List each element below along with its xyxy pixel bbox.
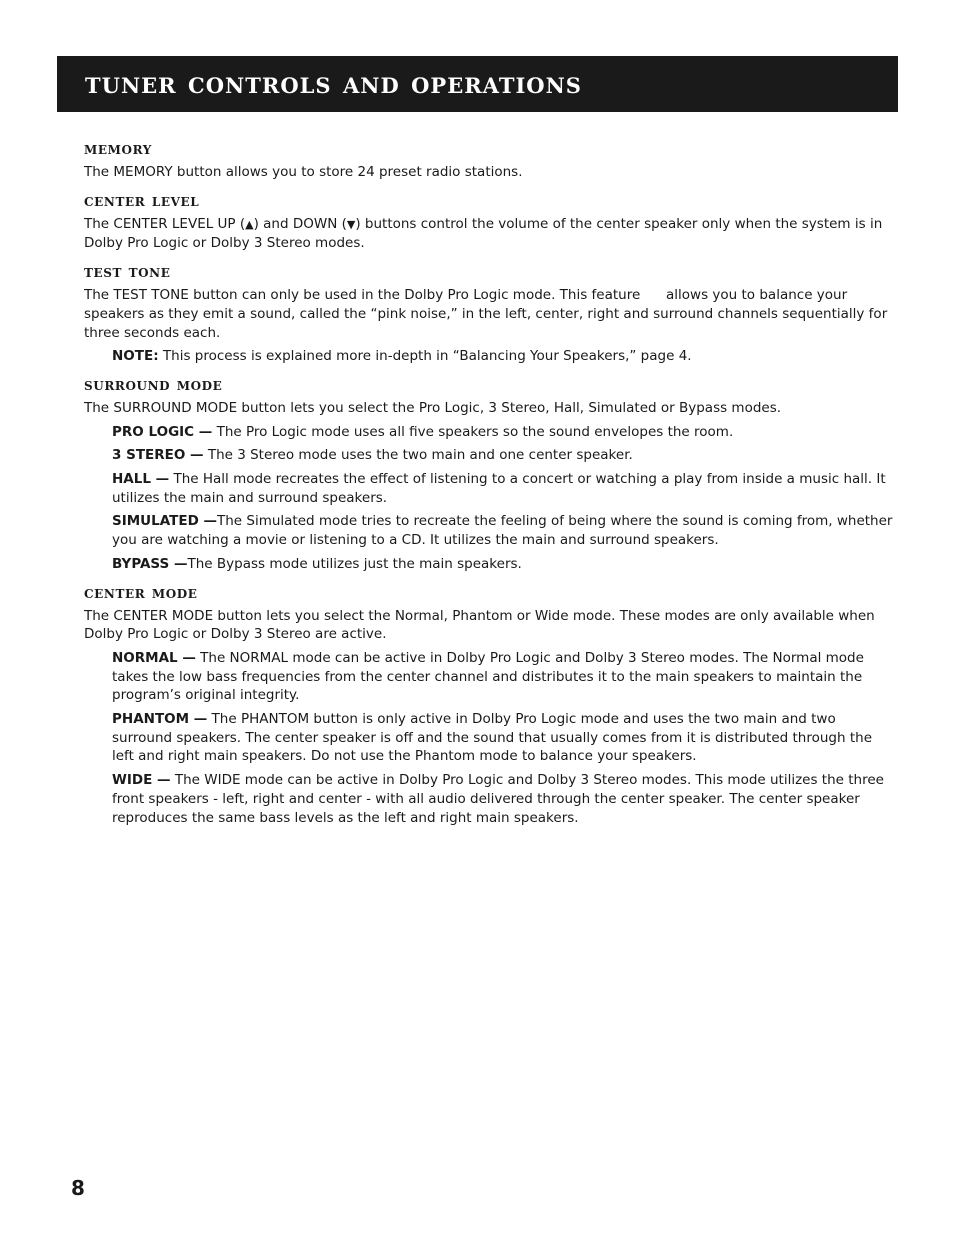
item-text: The PHANTOM button is only active in Dolby Pro Logic mode and uses the two main and two surround speakers. The center speaker is off and the sound that usually comes from it is distributed through the left and right main speakers. Do not use the Phantom mode to balance your speakers. (112, 711, 873, 765)
item-text: The Simulated mode tries to recreate the feeling of being where the sound is coming from, whether you are watching a movie or listening to a CD. It utilizes the main and surround speakers. (112, 513, 893, 549)
item-label: HALL — (112, 471, 170, 488)
center-item-normal (112, 649, 896, 705)
item-label: 3 STEREO — (112, 447, 204, 464)
section-heading-surround-mode: surround mode (84, 374, 223, 395)
page-title: tuner controls and operations (85, 66, 582, 101)
up-triangle-icon: ▲ (245, 217, 254, 231)
title-bar (57, 56, 898, 112)
surround-item-hall (112, 470, 896, 507)
section-body-surround-mode: The SURROUND MODE button lets you select the Pro Logic, 3 Stereo, Hall, Simulated or Bypass modes. (84, 399, 782, 416)
section-heading-test-tone: test tone (84, 262, 171, 283)
item-text: The 3 Stereo mode uses the two main and one center speaker. (203, 447, 633, 464)
item-label: NORMAL — (112, 649, 196, 666)
section-body-test-tone: The TEST TONE button can only be used in the Dolby Pro Logic mode. This feature allows you to balance your speakers as they emit a sound, called the “pink noise,” in the left, center, right and surround channels sequentially for three seconds each. (84, 287, 892, 341)
center-level-text-1: The CENTER LEVEL UP ( (84, 215, 246, 232)
item-text: The NORMAL mode can be active in Dolby Pro Logic and Dolby 3 Stereo modes. The Normal mode takes the low bass frequencies from the center channel and distributes it to the main speakers to maintain the program’s original integrity. (112, 649, 864, 704)
down-triangle-icon: ▼ (346, 217, 356, 231)
section-heading-center-mode: center mode (84, 582, 198, 603)
section-surround-mode (84, 374, 896, 574)
surround-item-simulated (112, 512, 896, 549)
section-center-mode (84, 582, 896, 828)
item-label: BYPASS — (112, 555, 188, 572)
center-item-phantom (112, 710, 896, 766)
page-content (84, 138, 896, 835)
section-body-memory: The MEMORY button allows you to store 24 preset radio stations. (84, 164, 523, 180)
item-label: WIDE — (112, 772, 171, 789)
item-text: The Bypass mode utilizes just the main speakers. (187, 555, 522, 572)
item-text: The Pro Logic mode uses all five speakers so the sound envelopes the room. (212, 423, 734, 440)
page-number: 8 (71, 1176, 85, 1200)
section-memory (84, 138, 896, 182)
surround-item-3-stereo (112, 446, 896, 465)
item-label: SIMULATED — (112, 513, 217, 530)
note-text: This process is explained more in-depth in “Balancing Your Speakers,” page 4. (158, 348, 692, 365)
item-label: PRO LOGIC — (112, 423, 213, 440)
center-level-text-2: ) and DOWN ( (253, 215, 347, 232)
item-text: The WIDE mode can be active in Dolby Pro Logic and Dolby 3 Stereo modes. This mode utilizes the three front speakers - left, right and center - with all audio delivered through the center speaker. The center speaker reproduces the same bass levels as the left and right main speakers. (112, 772, 884, 826)
surround-item-pro-logic (112, 423, 896, 442)
test-tone-note (112, 347, 896, 366)
section-center-level (84, 190, 896, 253)
section-test-tone (84, 261, 896, 366)
surround-item-bypass (112, 555, 896, 574)
section-body-center-level (84, 215, 896, 253)
section-body-center-mode: The CENTER MODE button lets you select the Normal, Phantom or Wide mode. These modes are only available when Dolby Pro Logic or Dolby 3 Stereo are active. (84, 607, 875, 643)
section-heading-center-level: center level (84, 190, 200, 211)
item-text: The Hall mode recreates the effect of listening to a concert or watching a play from inside a music hall. It utilizes the main and surround speakers. (112, 471, 886, 506)
item-label: PHANTOM — (112, 711, 208, 728)
note-label: NOTE: (112, 348, 159, 365)
section-heading-memory: memory (84, 139, 152, 159)
center-item-wide (112, 771, 896, 827)
center-level-text-3: ) buttons control the volume of the center speaker only when the system is in Dolby Pro Logic or Dolby 3 Stereo modes. (84, 215, 883, 252)
